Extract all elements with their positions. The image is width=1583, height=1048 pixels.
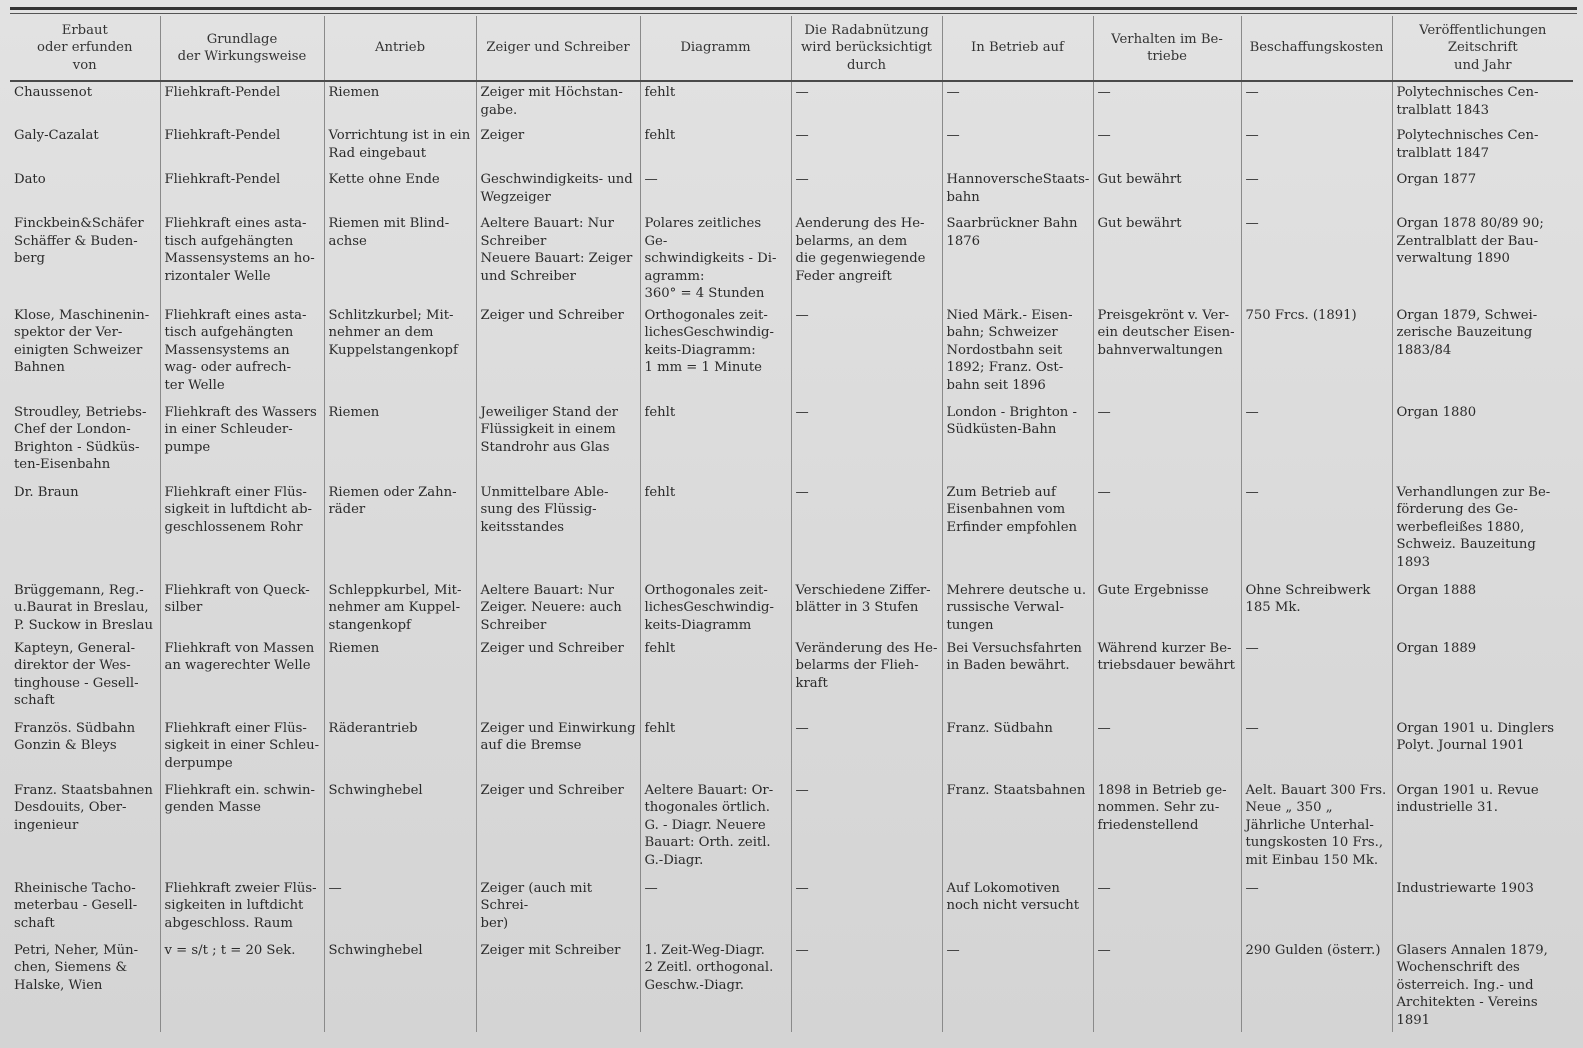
cell-erbaut: Chaussenot [14,85,93,100]
cell-erbaut: Finckbein&Schäfer Schäffer & Buden- berg [14,216,144,266]
cell-veroeff: Polytechnisches Cen- tralblatt 1843 [1392,81,1573,125]
cell-antrieb: — [324,878,476,940]
header-diagramm: Diagramm [640,16,791,81]
cell-diagramm: fehlt [640,402,791,482]
cell-veroeff: Industriewarte 1903 [1392,878,1573,940]
cell-verhalten: — [1093,402,1241,482]
top-rule-thin [10,13,1577,14]
header-row [10,16,1573,81]
cell-kosten: Aelt. Bauart 300 Frs. Neue „ 350 „ Jährliche Unterhal- tungskosten 10 Frs., mit Einbau 150 Mk. [1241,780,1392,878]
cell-antrieb: Vorrichtung ist in ein Rad eingebaut [324,125,476,169]
cell-verhalten: — [1093,718,1241,780]
cell-betrieb: Saarbrückner Bahn 1876 [942,213,1093,305]
table-row [10,305,1573,402]
cell-erbaut: Galy-Cazalat [14,128,99,143]
cell-grundlage: Fliehkraft des Wassers in einer Schleuder- pumpe [160,402,324,482]
cell-verhalten: Gut bewährt [1093,169,1241,213]
cell-grundlage: Fliehkraft eines asta- tisch aufgehängten Massensystems an wag- oder aufrech- ter Welle [160,305,324,402]
table-row [10,638,1573,718]
cell-diagramm: fehlt [640,718,791,780]
cell-erbaut: Dato [14,172,46,187]
table-row [10,402,1573,482]
cell-veroeff: Organ 1878 80/89 90; Zentralblatt der Bau- verwaltung 1890 [1392,213,1573,305]
cell-veroeff: Organ 1888 [1392,580,1573,638]
cell-diagramm: Orthogonales zeit- lichesGeschwindig- keits-Diagramm [640,580,791,638]
cell-erbaut: Brüggemann, Reg.- u.Baurat in Breslau, P. Suckow in Breslau [14,582,153,633]
cell-zeiger: Aeltere Bauart: Nur Zeiger. Neuere: auch Schreiber [476,580,640,638]
cell-kosten: 290 Gulden (österr.) [1241,940,1392,1032]
header-veroeff: Veröffentlichungen Zeitschrift und Jahr [1392,16,1573,81]
cell-erbaut: Französ. Südbahn Gonzin & Bleys [14,720,136,753]
cell-erbaut: Rheinische Tacho- meterbau - Gesell- schaft [14,880,138,931]
cell-grundlage: Fliehkraft zweier Flüs- sigkeiten in luftdicht abgeschloss. Raum [160,878,324,940]
cell-zeiger: Zeiger und Schreiber [476,305,640,402]
table-row [10,718,1573,780]
cell-diagramm: Aeltere Bauart: Or- thogonales örtlich. G. - Diagr. Neuere Bauart: Orth. zeitl. G.-Diagr. [640,780,791,878]
cell-grundlage: Fliehkraft-Pendel [160,81,324,125]
cell-kosten: — [1241,402,1392,482]
cell-radabnuetzung: — [791,402,942,482]
cell-grundlage: Fliehkraft-Pendel [160,125,324,169]
cell-grundlage: Fliehkraft-Pendel [160,169,324,213]
table-row [10,213,1573,305]
table-row [10,878,1573,940]
cell-antrieb: Schwinghebel [324,940,476,1032]
header-kosten: Beschaffungskosten [1241,16,1392,81]
cell-radabnuetzung: — [791,780,942,878]
cell-verhalten: 1898 in Betrieb ge- nommen. Sehr zu- friedenstellend [1093,780,1241,878]
table-row [10,780,1573,878]
cell-grundlage: Fliehkraft einer Flüs- sigkeit in luftdicht ab- geschlossenem Rohr [160,482,324,580]
cell-diagramm: fehlt [640,81,791,125]
cell-zeiger: Jeweiliger Stand der Flüssigkeit in einem Standrohr aus Glas [476,402,640,482]
cell-diagramm: Orthogonales zeit- lichesGeschwindig- keits-Diagramm: 1 mm = 1 Minute [640,305,791,402]
cell-antrieb: Räderantrieb [324,718,476,780]
cell-radabnuetzung: Aenderung des He- belarms, an dem die gegenwiegende Feder angreift [791,213,942,305]
cell-diagramm: — [640,878,791,940]
cell-kosten: 750 Frcs. (1891) [1241,305,1392,402]
cell-zeiger: Geschwindigkeits- und Wegzeiger [476,169,640,213]
cell-erbaut: Dr. Braun [14,484,79,500]
cell-betrieb: London - Brighton - Südküsten-Bahn [942,402,1093,482]
header-zeiger: Zeiger und Schreiber [476,16,640,81]
cell-betrieb: Franz. Staatsbahnen [942,780,1093,878]
header-betrieb: In Betrieb auf [942,16,1093,81]
cell-verhalten: — [1093,940,1241,1032]
header-radabnuetzung: Die Radabnützung wird berücksichtigt durch [791,16,942,81]
cell-betrieb: Mehrere deutsche u. russische Verwal- tungen [942,580,1093,638]
cell-kosten: — [1241,169,1392,213]
top-rule [10,7,1577,10]
cell-erbaut: Stroudley, Betriebs- Chef der London- Brighton - Südküs- ten-Eisenbahn [14,404,147,472]
cell-zeiger: Zeiger mit Schreiber [476,940,640,1032]
cell-zeiger: Zeiger und Schreiber [476,780,640,878]
cell-grundlage: v = s/t ; t = 20 Sek. [160,940,324,1032]
cell-grundlage: Fliehkraft eines asta- tisch aufgehängten Massensystems an ho- rizontaler Welle [160,213,324,305]
cell-betrieb: Franz. Südbahn [942,718,1093,780]
cell-radabnuetzung: Veränderung des He- belarms der Flieh- kraft [791,638,942,718]
cell-betrieb: Zum Betrieb auf Eisenbahnen vom Erfinder empfohlen [942,482,1093,580]
cell-erbaut: Kapteyn, General- direktor der Wes- tinghouse - Gesell- schaft [14,640,139,708]
cell-verhalten: — [1093,125,1241,169]
cell-veroeff: Organ 1877 [1392,169,1573,213]
cell-betrieb: — [942,940,1093,1032]
cell-antrieb: Riemen mit Blind- achse [324,213,476,305]
cell-radabnuetzung: — [791,81,942,125]
cell-antrieb: Riemen [324,638,476,718]
header-erbaut: Erbaut oder erfunden von [10,16,160,81]
cell-diagramm: — [640,169,791,213]
cell-veroeff: Polytechnisches Cen- tralblatt 1847 [1392,125,1573,169]
cell-kosten: — [1241,81,1392,125]
cell-antrieb: Riemen [324,81,476,125]
table-row [10,940,1573,1032]
cell-betrieb: — [942,125,1093,169]
cell-diagramm: fehlt [640,482,791,580]
cell-antrieb: Kette ohne Ende [324,169,476,213]
cell-betrieb: Nied Märk.- Eisen- bahn; Schweizer Nordostbahn seit 1892; Franz. Ost- bahn seit 1896 [942,305,1093,402]
cell-verhalten: — [1093,482,1241,580]
header-antrieb: Antrieb [324,16,476,81]
cell-grundlage: Fliehkraft von Massen an wagerechter Welle [160,638,324,718]
cell-radabnuetzung: — [791,305,942,402]
cell-zeiger: Aeltere Bauart: Nur Schreiber Neuere Bauart: Zeiger und Schreiber [476,213,640,305]
cell-zeiger: Zeiger mit Höchstan- gabe. [476,81,640,125]
cell-zeiger: Zeiger [476,125,640,169]
cell-zeiger: Zeiger und Schreiber [476,638,640,718]
cell-erbaut: Franz. Staatsbahnen Desdouits, Ober- ingenieur [14,782,153,833]
cell-kosten: — [1241,482,1392,580]
cell-diagramm: fehlt [640,638,791,718]
cell-erbaut: Petri, Neher, Mün- chen, Siemens & Halske, Wien [14,942,139,993]
cell-verhalten: Während kurzer Be- triebsdauer bewährt [1093,638,1241,718]
cell-zeiger: Unmittelbare Able- sung des Flüssig- keitsstandes [476,482,640,580]
cell-verhalten: — [1093,81,1241,125]
header-verhalten: Verhalten im Be- triebe [1093,16,1241,81]
cell-antrieb: Schwinghebel [324,780,476,878]
cell-zeiger: Zeiger und Einwirkung auf die Bremse [476,718,640,780]
cell-betrieb: — [942,81,1093,125]
table-row [10,169,1573,213]
cell-grundlage: Fliehkraft von Queck- silber [160,580,324,638]
cell-kosten: — [1241,125,1392,169]
cell-kosten: — [1241,213,1392,305]
cell-antrieb: Schleppkurbel, Mit- nehmer am Kuppel- stangenkopf [324,580,476,638]
cell-radabnuetzung: Verschiedene Ziffer- blätter in 3 Stufen [791,580,942,638]
cell-veroeff: Verhandlungen zur Be- förderung des Ge- werbefleißes 1880, Schweiz. Bauzeitung 1893 [1392,482,1573,580]
table-row [10,125,1573,169]
cell-radabnuetzung: — [791,169,942,213]
cell-radabnuetzung: — [791,482,942,580]
cell-veroeff: Organ 1879, Schwei- zerische Bauzeitung 1883/84 [1392,305,1573,402]
cell-veroeff: Organ 1901 u. Dinglers Polyt. Journal 1901 [1392,718,1573,780]
cell-betrieb: Auf Lokomotiven noch nicht versucht [942,878,1093,940]
table-row [10,81,1573,125]
table-row [10,482,1573,580]
cell-radabnuetzung: — [791,878,942,940]
cell-zeiger: Zeiger (auch mit Schrei- ber) [476,878,640,940]
cell-verhalten: — [1093,878,1241,940]
cell-veroeff: Organ 1889 [1392,638,1573,718]
cell-radabnuetzung: — [791,718,942,780]
cell-erbaut: Klose, Maschinenin- spektor der Ver- einigten Schweizer Bahnen [14,307,150,375]
cell-verhalten: Preisgekrönt v. Ver- ein deutscher Eisen- bahnverwaltungen [1093,305,1241,402]
cell-grundlage: Fliehkraft einer Flüs- sigkeit in einer Schleu- derpumpe [160,718,324,780]
cell-betrieb: HannoverscheStaats- bahn [942,169,1093,213]
cell-antrieb: Riemen [324,402,476,482]
tachometer-table [10,16,1573,1032]
cell-veroeff: Glasers Annalen 1879, Wochenschrift des österreich. Ing.- und Architekten - Vereins 1891 [1392,940,1573,1032]
table-row [10,580,1573,638]
cell-kosten: — [1241,638,1392,718]
cell-kosten: Ohne Schreibwerk 185 Mk. [1241,580,1392,638]
cell-diagramm: 1. Zeit-Weg-Diagr. 2 Zeitl. orthogonal. Geschw.-Diagr. [640,940,791,1032]
cell-betrieb: Bei Versuchsfahrten in Baden bewährt. [942,638,1093,718]
cell-verhalten: Gut bewährt [1093,213,1241,305]
cell-radabnuetzung: — [791,125,942,169]
cell-kosten: — [1241,718,1392,780]
cell-antrieb: Riemen oder Zahn- räder [324,482,476,580]
cell-radabnuetzung: — [791,940,942,1032]
cell-veroeff: Organ 1880 [1392,402,1573,482]
cell-diagramm: fehlt [640,125,791,169]
header-grundlage: Grundlage der Wirkungsweise [160,16,324,81]
cell-verhalten: Gute Ergebnisse [1093,580,1241,638]
cell-kosten: — [1241,878,1392,940]
cell-diagramm: Polares zeitliches Ge- schwindigkeits - Di- agramm: 360° = 4 Stunden [640,213,791,305]
cell-veroeff: Organ 1901 u. Revue industrielle 31. [1392,780,1573,878]
cell-antrieb: Schlitzkurbel; Mit- nehmer an dem Kuppelstangenkopf [324,305,476,402]
cell-grundlage: Fliehkraft ein. schwin- genden Masse [160,780,324,878]
